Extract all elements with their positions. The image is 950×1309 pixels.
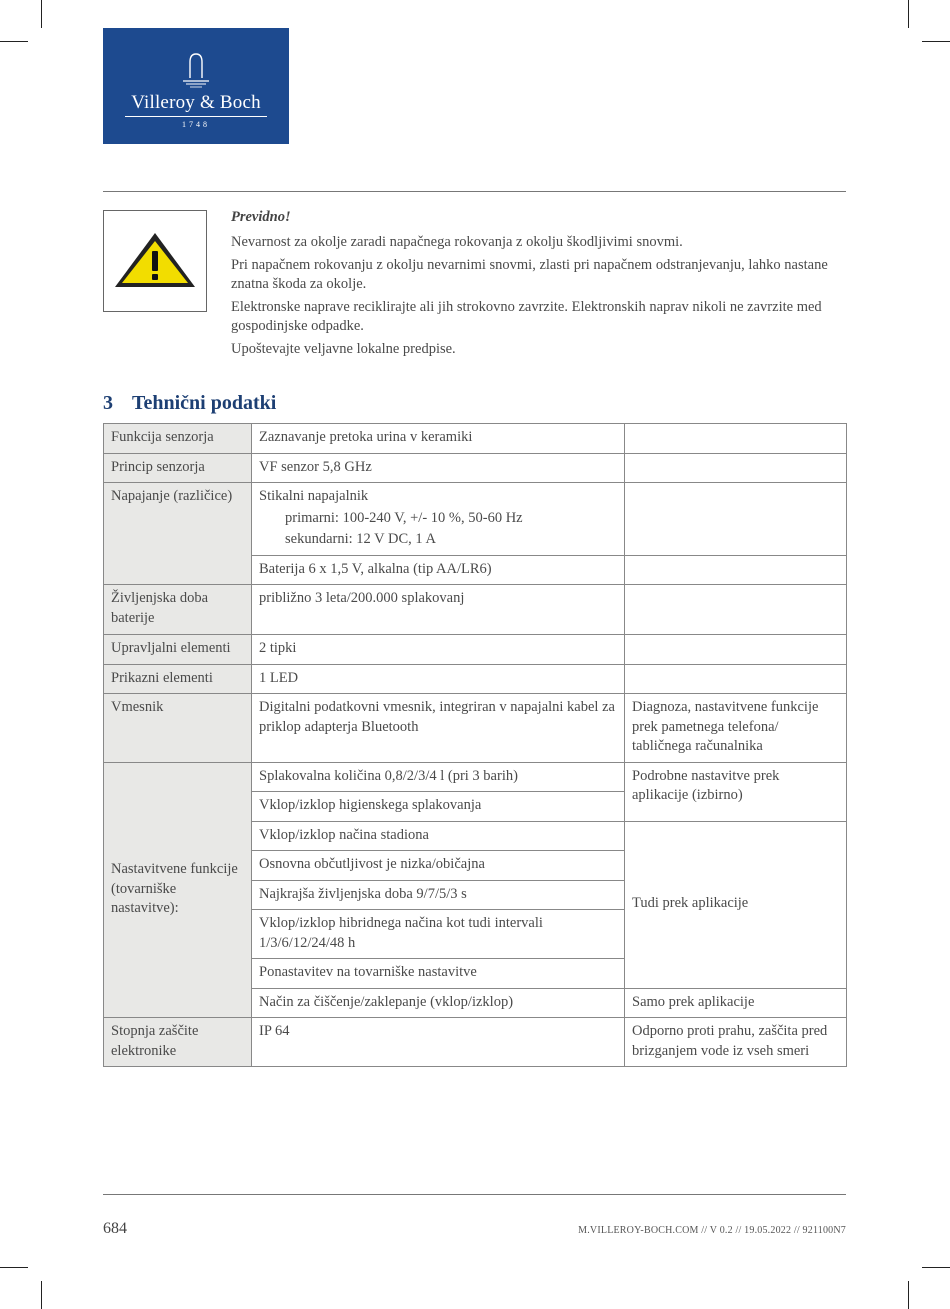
crop-mark: [0, 41, 28, 42]
warning-icon-frame: [103, 210, 207, 312]
section-number: 3: [103, 392, 113, 414]
power-switching: Stikalni napajalnik: [259, 488, 369, 504]
warning-paragraph: Elektronske naprave reciklirajte ali jih strokovno zavrzite. Elektronskih naprav nikoli ne zavrzite med gospodinjske odpadke.: [231, 299, 822, 334]
crop-mark: [908, 0, 909, 28]
row-value: 1 LED: [252, 664, 625, 694]
row-note: [625, 635, 847, 665]
power-primary: primarni: 100-240 V, +/- 10 %, 50-60 Hz: [285, 509, 523, 526]
brand-year: 1748: [182, 120, 210, 129]
row-label: Nastavitvene funkcije (tovarniške nastavitve):: [104, 762, 252, 1018]
table-row: [104, 635, 847, 665]
row-value: Najkrajša življenjska doba 9/7/5/3 s: [252, 880, 625, 910]
table-row: [104, 424, 847, 454]
row-note: [625, 664, 847, 694]
row-value: Ponastavitev na tovarniške nastavitve: [252, 959, 625, 989]
warning-triangle-icon: [111, 231, 199, 289]
row-label: Stopnja zaščite elektronike: [104, 1018, 252, 1067]
row-note: Odporno proti prahu, zaščita pred brizganjem vode iz vseh smeri: [625, 1018, 847, 1067]
row-value: Splakovalna količina 0,8/2/3/4 l (pri 3 barih): [252, 762, 625, 792]
power-secondary: sekundarni: 12 V DC, 1 A: [285, 531, 436, 547]
row-note: [625, 424, 847, 454]
row-value: Vklop/izklop higienskega splakovanja: [252, 792, 625, 822]
brand-name: Villeroy & Boch: [131, 92, 261, 113]
technical-data-table: [103, 423, 847, 1067]
row-label: Prikazni elementi: [104, 664, 252, 694]
crop-mark: [0, 1267, 28, 1268]
row-note: [625, 555, 847, 585]
warning-title: Previdno!: [231, 209, 291, 225]
row-value: Baterija 6 x 1,5 V, alkalna (tip AA/LR6): [252, 555, 625, 585]
brand-logo: [103, 28, 289, 144]
row-label: Napajanje (različice): [104, 483, 252, 585]
row-value: Vklop/izklop načina stadiona: [252, 821, 625, 851]
top-divider: [103, 191, 846, 192]
row-value: Način za čiščenje/zaklepanje (vklop/izklop): [252, 988, 625, 1018]
table-row: [104, 762, 847, 792]
row-value: Vklop/izklop hibridnega načina kot tudi intervali 1/3/6/12/24/48 h: [252, 910, 625, 959]
row-value: 2 tipki: [252, 635, 625, 665]
section-heading: [103, 392, 276, 415]
row-note: [625, 453, 847, 483]
warning-paragraph: Pri napačnem rokovanju z okolju nevarnimi snovmi, zlasti pri napačnem odstranjevanju, lahko nastane znatna škoda za okolje.: [231, 257, 828, 292]
row-note: [625, 585, 847, 635]
row-value: Digitalni podatkovni vmesnik, integriran v napajalni kabel za priklop adapterja Bluetooth: [252, 694, 625, 763]
row-note: Podrobne nastavitve prek aplikacije (izbirno): [625, 762, 847, 821]
row-value: VF senzor 5,8 GHz: [252, 453, 625, 483]
brand-underline: [125, 116, 267, 117]
row-value: IP 64: [252, 1018, 625, 1067]
warning-paragraph: Upoštevajte veljavne lokalne predpise.: [231, 341, 456, 357]
warning-text: [231, 208, 841, 363]
table-row: [104, 483, 847, 556]
row-label: Funkcija senzorja: [104, 424, 252, 454]
footer-divider: [103, 1194, 846, 1195]
row-note: [625, 483, 847, 556]
row-label: Upravljalni elementi: [104, 635, 252, 665]
row-value: [252, 483, 625, 556]
table-row: [104, 1018, 847, 1067]
row-note: Diagnoza, nastavitvene funkcije prek pametnega telefona/ tabličnega računalnika: [625, 694, 847, 763]
row-label: Življenjska doba baterije: [104, 585, 252, 635]
crop-mark: [41, 0, 42, 28]
row-label: Vmesnik: [104, 694, 252, 763]
row-value: Osnovna občutljivost je nizka/običajna: [252, 851, 625, 881]
crop-mark: [41, 1281, 42, 1309]
crop-mark: [908, 1281, 909, 1309]
crop-mark: [922, 41, 950, 42]
table-row: [104, 585, 847, 635]
crop-mark: [922, 1267, 950, 1268]
row-note: Tudi prek aplikacije: [625, 821, 847, 988]
brand-emblem-icon: [181, 50, 211, 90]
section-title: Tehnični podatki: [132, 392, 277, 414]
table-row: [104, 694, 847, 763]
row-label: Princip senzorja: [104, 453, 252, 483]
row-note: Samo prek aplikacije: [625, 988, 847, 1018]
row-value: Zaznavanje pretoka urina v keramiki: [252, 424, 625, 454]
page-number: 684: [103, 1220, 127, 1237]
table-row: [104, 664, 847, 694]
footer-info: M.VILLEROY-BOCH.COM // V 0.2 // 19.05.2022 // 921100N7: [578, 1225, 846, 1236]
row-value: približno 3 leta/200.000 splakovanj: [252, 585, 625, 635]
table-row: [104, 453, 847, 483]
warning-paragraph: Nevarnost za okolje zaradi napačnega rokovanja z okolju škodljivimi snovmi.: [231, 234, 683, 250]
